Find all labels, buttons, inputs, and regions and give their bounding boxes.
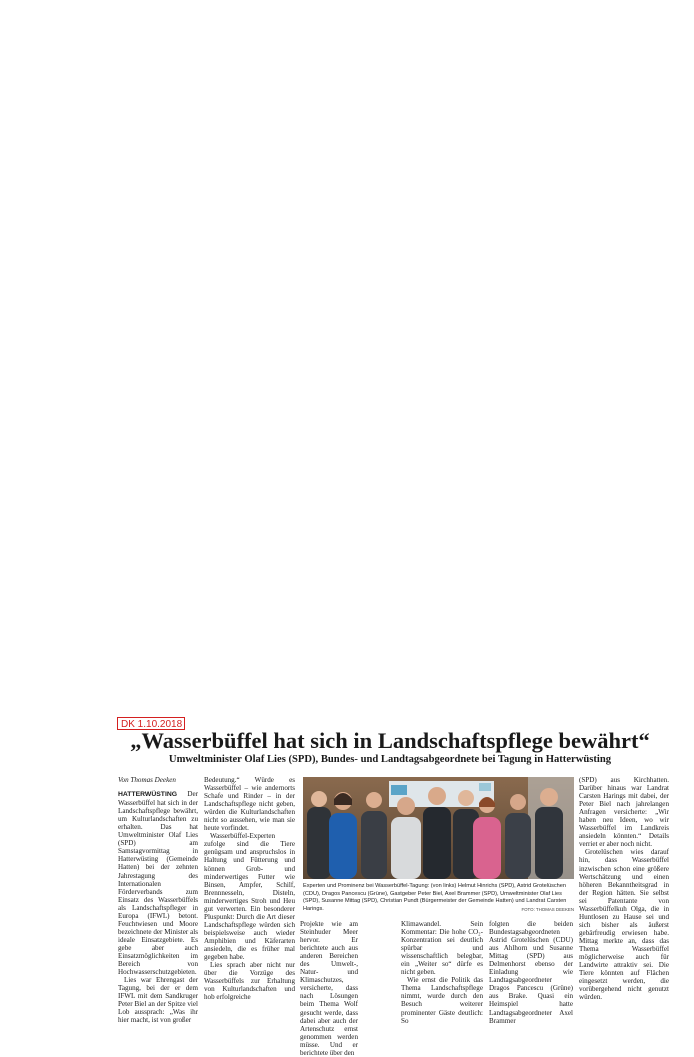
group-photo <box>303 777 574 879</box>
paragraph: (SPD) aus Kirchhatten. Darüber hinaus war Landrat Carsten Harings mit dabei, der Peter Biel nach jahrelangen Anfragen versicherte: „Wir haben neu Ideen, wo wir Wasserbüffel im Landkreis ansiedeln könnten.“ Details verriet er aber noch nicht. <box>579 776 669 849</box>
subheadline: Umweltminister Olaf Lies (SPD), Bundes- und Landtagsabgeordnete bei Tagung in Hatterwüsting <box>168 754 612 765</box>
paragraph: Bedeutung.“ Würde es Wasserbüffel – wie andernorts Schafe und Rinder – in der Landschaftspflege nicht geben, würden die Kulturlandschaften nicht so aussehen, wie man sie heute vorfindet. <box>204 776 295 833</box>
article-column-4 <box>401 920 483 1025</box>
paragraph: Grotelüschen wies darauf hin, dass Wasserbüffel inzwischen schon eine größere Wertschätzung und einen höheren Bekanntheitsgrad in der Region hätten. Sie selbst sei Patentante von Wasserbüffelkuh Olga, die in Huntlosen zu Hause sei und sich bisher als äußerst gebärfreudig erwiesen habe. Mittag merkte an, dass das Thema Wasserbüffel möglicherweise auch für Landwirte attraktiv sei. Die Tiere könnten auf Flächen eingesetzt werden, die vorübergehend nicht genutzt würden. <box>579 848 669 1002</box>
dateline-kicker: HATTERWÜSTING <box>118 791 178 799</box>
paragraph: Wasserbüffel-Experten zufolge sind die Tiere genügsam und anspruchslos in Haltung und Fütterung und können Grob- und minderwertiges Futter wie Binsen, Ampfer, Schilf, Brennnesseln, Disteln, minderwertiges Stroh und Heu gut verwerten. Ein besonderer Pluspunkt: Durch die Art dieser Landschaftspflege würden sich beispielsweise auch wieder Amphibien und Käferarten ansiedeln, die es früher mal gegeben habe. <box>204 832 295 962</box>
paragraph: Wie ernst die Politik das Thema Landschaftspflege nimmt, wurde durch den Besuch weiterer prominenter Gäste deutlich: So <box>401 976 483 1025</box>
paragraph: Der Wasserbüffel hat sich in der Landschaftspflege bewährt, um Kulturlandschaften zu erhalten. Das hat Umweltminister Olaf Lies (SPD) am Samstagvormittag in Hatterwüsting (Gemeinde Hatten) bei der zehnten Jahrestagung des Internationalen Förderverbands zum Einsatz des Wasserbüffels als Landschaftspfleger in Europa (IFWL) betont. Feuchtwiesen und Moore bezeichnete der Minister als ideale Einsatzgebiete. Es gebe aber auch Einsatzmöglichkeiten im Bereich von Hochwasserschutzgebieten. <box>118 790 198 977</box>
article-column-3 <box>300 920 358 1057</box>
photo-caption: Experten und Prominenz bei Wasserbüffel-Tagung: (von links) Helmut Hinrichs (SPD), Astrid Grotelüschen (CDU), Dragos Pancescu (Grüne), Gastgeber Peter Biel, Axel Brammer (SPD), Umweltminister Olaf Lies (SPD), Susanne Mittag (SPD), Christian Pundt (Bürgermeister der Gemeinde Hatten) und Landrat Carsten Harings. <box>303 883 567 912</box>
article-column-1 <box>118 776 198 1025</box>
lead-paragraph <box>118 790 198 976</box>
paragraph: Klimawandel. Sein Kommentar: Die hohe CO₂-Konzentration sei deutlich spürbar und wissenschaftlich belegbar, ein „Weiter so“ dürfe es nicht geben. <box>401 920 483 977</box>
article-column-5 <box>489 920 573 1025</box>
headline: „Wasserbüffel hat sich in Landschaftspflege bewährt“ <box>130 728 650 753</box>
article-column-2 <box>204 776 295 1016</box>
paragraph: Lies war Ehrengast der Tagung, bei der er dem IFWL mit dem Sandkruger Peter Biel an der Spitze viel Lob aussprach: „Was ihr hier macht, ist von großer <box>118 976 198 1025</box>
group-photo-image <box>303 777 574 879</box>
byline: Von Thomas Deeken <box>118 776 176 784</box>
paragraph: Projekte wie am Steinhuder Meer hervor. Er berichtete auch aus anderen Bereichen des Umwelt-, Natur- und Klimaschutzes, versicherte, dass nach Lösungen beim Thema Wolf gesucht werde, dass dabei aber auch der Artenschutz ernst genommen werden müsse. Und er berichtete über den <box>300 920 358 1057</box>
article-column-6 <box>579 776 669 1016</box>
date-stamp: DK 1.10.2018 <box>117 717 185 730</box>
paragraph: folgten die beiden Bundestagsabgeordneten Astrid Grotelüschen (CDU) aus Ahlhorn und Susanne Mittag (SPD) aus Delmenhorst ebenso der Einladung wie Landtagsabgeordneter Dragos Pancescu (Grüne) aus Brake. Quasi ein Heimspiel hatte Landtagsabgeordneter Axel Brammer <box>489 920 573 1025</box>
paragraph: Lies sprach aber nicht nur über die Vorzüge des Wasserbüffels zur Erhaltung von Kulturlandschaften und hob erfolgreiche <box>204 961 295 1002</box>
photo-credit: FOTO: THOMAS DEEKEN <box>521 907 574 912</box>
